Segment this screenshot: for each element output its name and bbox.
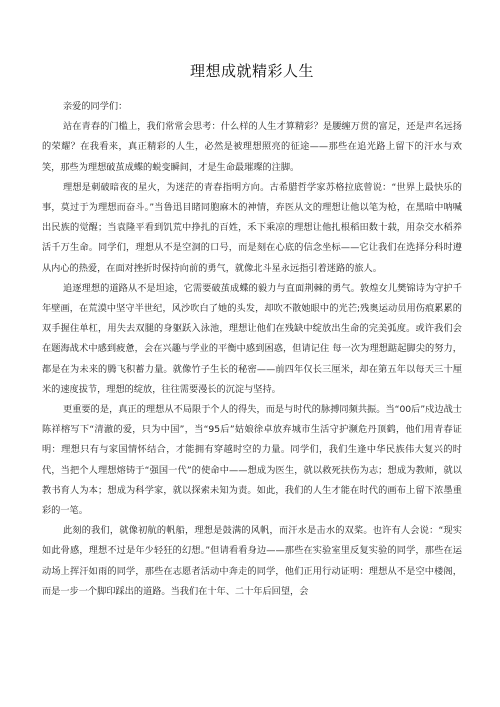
paragraph-3: 追逐理想的道路从不是坦途，它需要破茧成蝶的毅力与直面荆棘的勇气。敦煌女儿樊锦诗为守护千年壁画，在荒漠中坚守半世纪，风沙吹白了她的头发，却吹不散她眼中的光芒;残奥运动员用伤痕累累的双手握住单杠，用失去双腿的身躯跃入泳池，理想让他们在残缺中绽放出生命的完美弧度。或许我们会在题海战术中感到疲惫，会在兴趣与学业的平衡中感到困惑，但请记住 每一次为理想踮起脚尖的努力，都是在为未来的腾飞积蓄力量。就像竹子生长的秘密——前四年仅长三厘米，却在第五年以每天三十厘米的速度拔节，理想的绽放，往往需要漫长的沉淀与坚持。: [42, 282, 462, 395]
paragraph-4: 更重要的是，真正的理想从不局限于个人的得失，而是与时代的脉搏同频共振。当“00后”戍边战士陈祥榕写下“清澈的爱，只为中国”，当“95后”姑娘徐卓放弃城市生活守护濒危丹顶鹤，他们用青春证明：理想只有与家国情怀结合，才能拥有穿越时空的力量。同学们，我们生逢中华民族伟大复兴的时代，当把个人理想熔铸于“强国一代”的使命中——想成为医生，就以救死扶伤为志；想成为教师，就以教书育人为本；想成为科学家，就以探索未知为责。如此，我们的人生才能在时代的画布上留下浓墨重彩的一笔。: [42, 404, 462, 517]
paragraph-1: 站在青春的门槛上，我们常常会思考：什么样的人生才算精彩？是腰缠万贯的富足，还是声名远扬的荣耀？在我看来，真正精彩的人生，必然是被理想照亮的征途——那些在追光路上留下的汗水与欢笑，那些为理想破茧成蝶的蜕变瞬间，才是生命最璀璨的注脚。: [42, 121, 462, 173]
paragraph-2: 理想是刺破暗夜的星火，为迷茫的青春指明方向。古希腊哲学家苏格拉底曾说：“世界上最快乐的事，莫过于为理想而奋斗。”当鲁迅目睹同胞麻木的神情，弃医从文的理想让他以笔为枪，在黑暗中呐喊出民族的觉醒；当袁隆平看到饥荒中挣扎的百姓，禾下乘凉的理想让他扎根稻田数十载，用杂交水稻养活千万生命。同学们，理想从不是空洞的口号，而是刻在心底的信念坐标——它让我们在选择分科时遵从内心的热爱，在面对挫折时保持向前的勇气，就像北斗星永远指引着迷路的旅人。: [42, 181, 462, 274]
paragraph-5: 此刻的我们，就像初航的帆船，理想是鼓满的风帆，而汗水是击水的双桨。也许有人会说：“现实如此骨感，理想不过是年少轻狂的幻想。”但请看看身边——那些在实验室里反复实验的同学，那些在运动场上挥汗如雨的同学，那些在志愿者活动中奔走的同学，他们正用行动证明：理想从不是空中楼阁，而是一步一个脚印踩出的道路。当我们在十年、二十年后回望，会: [42, 525, 462, 597]
page-title: 理想成就精彩人生: [189, 62, 314, 80]
greeting: 亲爱的同学们：: [63, 101, 128, 112]
